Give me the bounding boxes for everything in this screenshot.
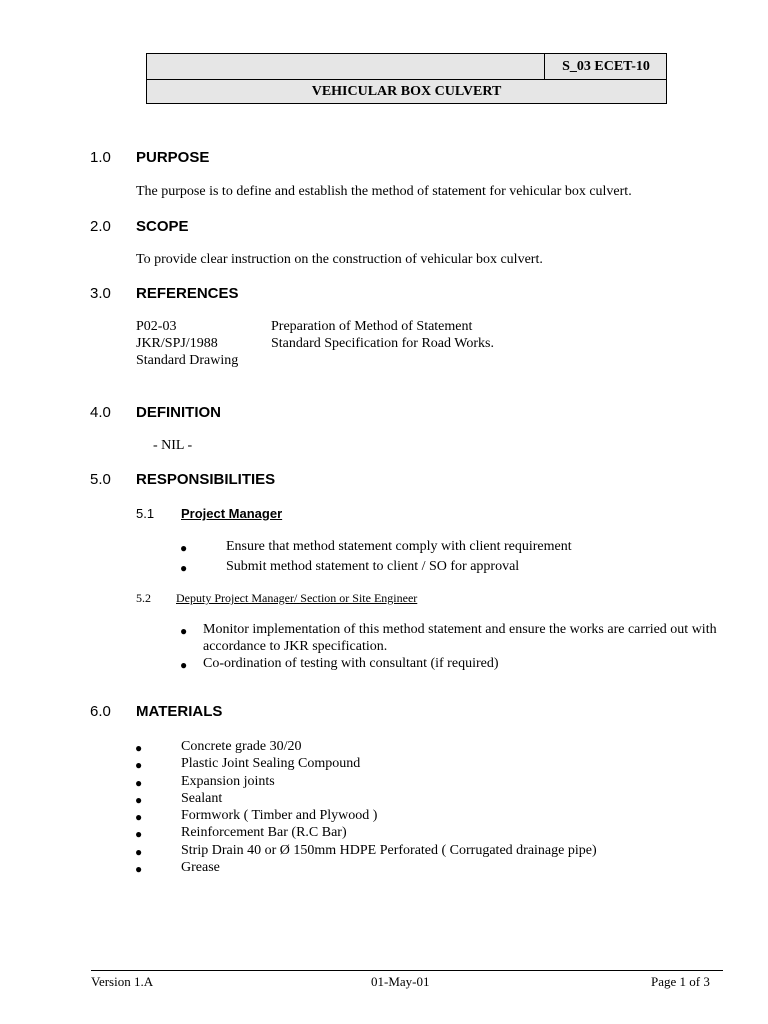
list-item: Co-ordination of testing with consultant (if required)	[203, 656, 499, 671]
document-code: S_03 ECET-10	[544, 54, 667, 79]
material-item: Sealant	[181, 791, 223, 806]
section-number-responsibilities: 5.0	[90, 471, 111, 488]
bullet-icon: ●	[180, 561, 188, 575]
section-title-purpose: PURPOSE	[136, 149, 210, 166]
bullet-icon: ●	[180, 541, 188, 555]
footer-divider	[91, 970, 723, 971]
bullet-icon: ●	[135, 862, 143, 876]
section-number-materials: 6.0	[90, 703, 111, 720]
definition-text: - NIL -	[153, 438, 193, 453]
material-item: Strip Drain 40 or Ø 150mm HDPE Perforated ( Corrugated drainage pipe)	[181, 843, 597, 858]
list-item: Monitor implementation of this method statement and ensure the works are carried out with	[203, 622, 717, 637]
bullet-icon: ●	[135, 827, 143, 841]
footer-version: Version 1.A	[91, 974, 154, 989]
material-item: Grease	[181, 860, 220, 875]
subsection-title-deputy-pm: Deputy Project Manager/ Section or Site Engineer	[176, 591, 418, 605]
reference-code: P02-03	[136, 319, 177, 334]
bullet-icon: ●	[135, 810, 143, 824]
list-item: Ensure that method statement comply with client requirement	[226, 539, 572, 554]
list-item-continuation: accordance to JKR specification.	[203, 639, 388, 654]
bullet-icon: ●	[180, 624, 188, 638]
section-title-responsibilities: RESPONSIBILITIES	[136, 471, 276, 488]
scope-text: To provide clear instruction on the construction of vehicular box culvert.	[136, 252, 543, 267]
document-header-box	[146, 53, 667, 104]
subsection-title-project-manager: Project Manager	[181, 506, 283, 521]
bullet-icon: ●	[135, 845, 143, 859]
material-item: Concrete grade 30/20	[181, 739, 302, 754]
section-title-definition: DEFINITION	[136, 404, 221, 421]
reference-code: Standard Drawing	[136, 353, 239, 368]
footer-date: 01-May-01	[371, 974, 430, 989]
footer-page-number: Page 1 of 3	[651, 974, 710, 989]
subsection-number: 5.2	[136, 591, 151, 605]
section-number-purpose: 1.0	[90, 149, 111, 166]
bullet-icon: ●	[135, 776, 143, 790]
bullet-icon: ●	[135, 741, 143, 755]
reference-code: JKR/SPJ/1988	[136, 336, 218, 351]
section-number-references: 3.0	[90, 285, 111, 302]
purpose-text: The purpose is to define and establish the method of statement for vehicular box culvert.	[136, 184, 632, 199]
bullet-icon: ●	[135, 793, 143, 807]
section-number-definition: 4.0	[90, 404, 111, 421]
section-title-references: REFERENCES	[136, 285, 239, 302]
material-item: Plastic Joint Sealing Compound	[181, 756, 361, 771]
section-number-scope: 2.0	[90, 218, 111, 235]
section-title-scope: SCOPE	[136, 218, 189, 235]
list-item: Submit method statement to client / SO for approval	[226, 559, 520, 574]
material-item: Reinforcement Bar (R.C Bar)	[181, 825, 347, 840]
material-item: Formwork ( Timber and Plywood )	[181, 808, 378, 823]
reference-description: Standard Specification for Road Works.	[271, 336, 494, 351]
reference-description: Preparation of Method of Statement	[271, 319, 473, 334]
bullet-icon: ●	[180, 658, 188, 672]
material-item: Expansion joints	[181, 774, 275, 789]
bullet-icon: ●	[135, 758, 143, 772]
section-title-materials: MATERIALS	[136, 703, 223, 720]
document-title: VEHICULAR BOX CULVERT	[311, 83, 502, 99]
subsection-number: 5.1	[136, 506, 155, 521]
